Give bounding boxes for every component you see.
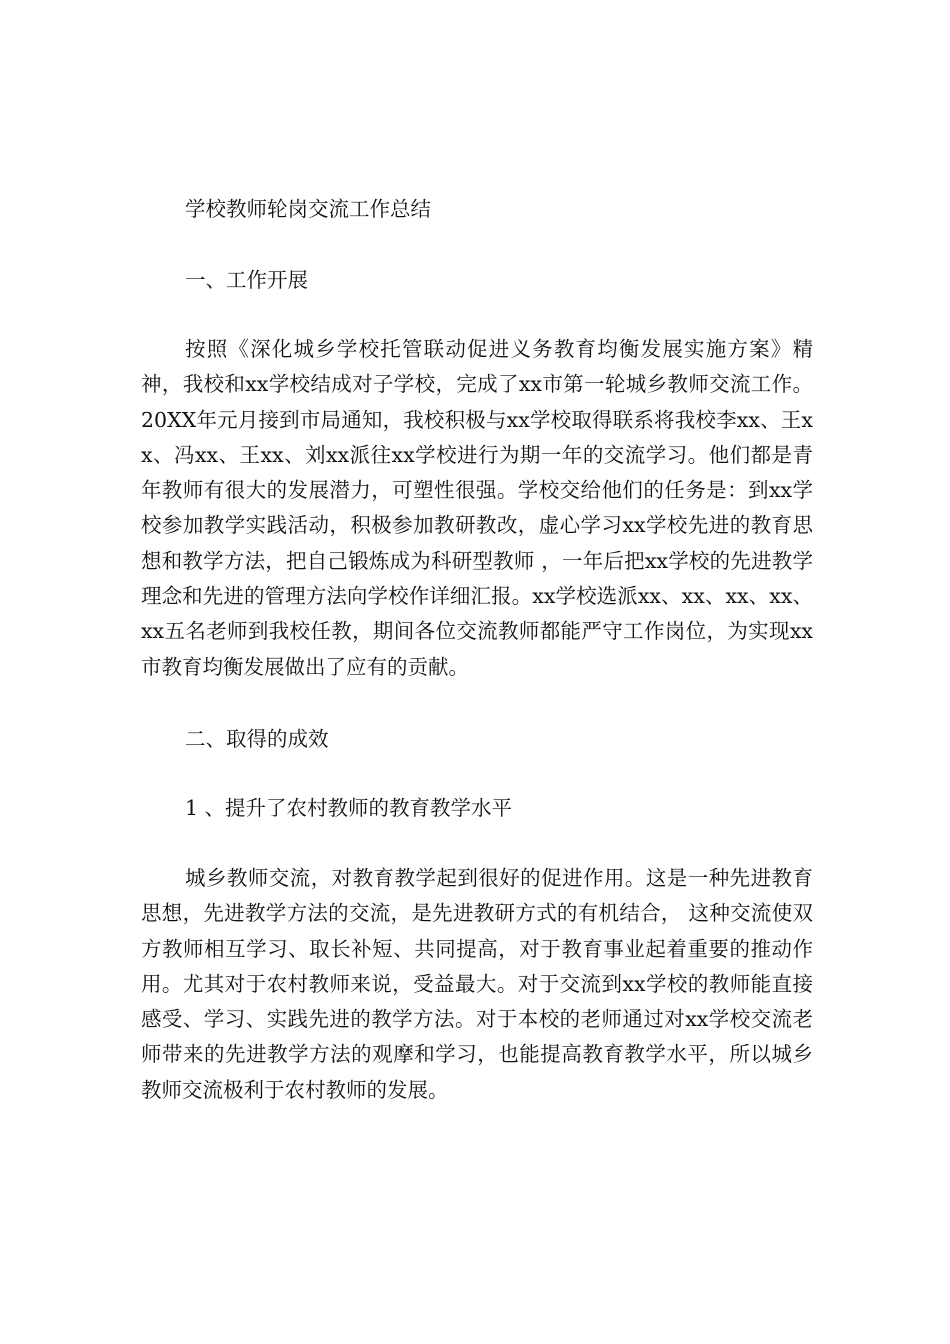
paragraph-teaching-level: 城乡教师交流，对教育教学起到很好的促进作用。这是一种先进教育思想，先进教学方法的交流，是先进教研方式的有机结合， 这种交流使双方教师相互学习、取长补短、共同提高，对于教育事业起着重要的推动作用。尤其对于农村教师来说，受益最大。对于交流到xx学校的教师能直接感受、学习、实践先进的教学方法。对于本校的老师通过对xx学校交流老师带来的先进教学方法的观摩和学习，也能提高教育教学水平，所以城乡教师交流极利于农村教师的发展。 [141,865,813,1102]
section-heading-work-progress: 一、工作开展 [185,268,308,292]
section-heading-achievements: 二、取得的成效 [185,726,329,751]
document-body [141,192,813,1108]
paragraph-work-progress: 按照《深化城乡学校托管联动促进义务教育均衡发展实施方案》精神，我校和xx学校结成对子学校，完成了xx市第一轮城乡教师交流工作。20XX年元月接到市局通知，我校积极与xx学校取得联系将我校李xx、王xx、冯xx、王xx、刘xx派往xx学校进行为期一年的交流学习。他们都是青年教师有很大的发展潜力，可塑性很强。学校交给他们的任务是：到xx学校参加教学实践活动，积极参加教研教改，虚心学习xx学校先进的教育思想和教学方法，把自己锻炼成为科研型教师 ，一年后把xx学校的先进教学理念和先进的管理方法向学校作详细汇报。xx学校选派xx、xx、xx、xx、xx五名老师到我校任教，期间各位交流教师都能严守工作岗位，为实现xx市教育均衡发展做出了应有的贡献。 [141,337,813,679]
subsection-heading-teaching-level: 1 、提升了农村教师的教育教学水平 [185,795,513,820]
document-title: 学校教师轮岗交流工作总结 [185,197,431,221]
